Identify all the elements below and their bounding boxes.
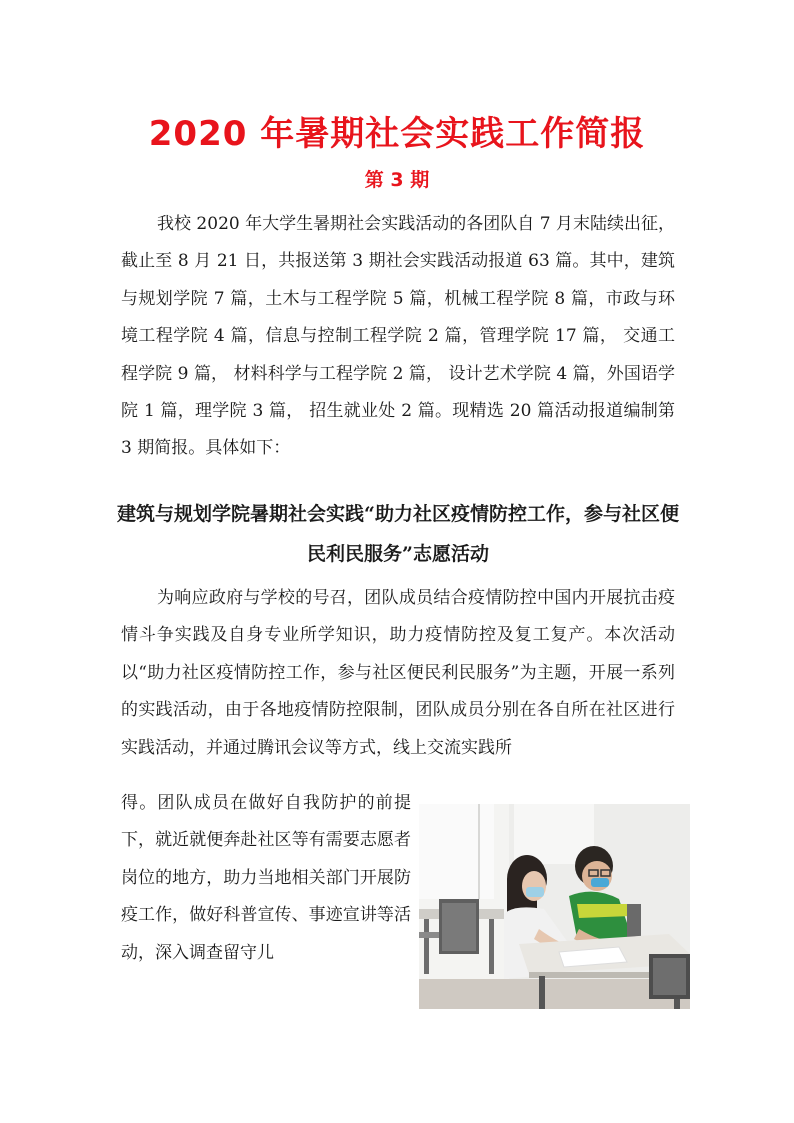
section-paragraph: 为响应政府与学校的号召，团队成员结合疫情防控中国内开展抗击疫情斗争实践及自身专业所学知识，助力疫情防控及复工复产。本次活动以“助力社区疫情防控工作，参与社区便民利民服务”为主题，开展一系列的实践活动，由于各地疫情防控限制，团队成员分别在各自所在社区进行实践活动，并通过腾讯会议等方式，线上交流实践所 xyxy=(121,588,675,758)
page-title: 2020 年暑期社会实践工作简报 xyxy=(148,114,646,154)
section-title: 建筑与规划学院暑期社会实践“助力社区疫情防控工作，参与社区便民利民服务”志愿活动 xyxy=(117,503,679,565)
section-paragraph-continued: 得。团队成员在做好自我防护的前提下，就近就便奔赴社区等有需要志愿者岗位的地方，助力当地相关部门开展防疫工作，做好科普宣传、事迹宣讲等活动，深入调查留守儿 xyxy=(121,793,411,963)
issue-number: 第 3 期 xyxy=(364,169,430,191)
intro-paragraph: 我校 2020 年大学生暑期社会实践活动的各团队自 7 月末陆续出征，截止至 8 月 21 日，共报送第 3 期社会实践活动报道 63 篇。其中，建筑与规划学院 7 篇，土木与工程学院 5 篇，机械工程学院 8 篇，市政与环境工程学院 4 篇，信息与控制工程学院 2 篇，管理学院 17 篇， 交通工程学院 9 篇， 材料科学与工程学院 2 篇， 设计艺术学院 4 篇，外国语学院 1 篇，理学院 3 篇， 招生就业处 2 篇。现精选 20 篇活动报道编制第 3 期简报。具体如下： xyxy=(121,214,675,459)
photo-illustration xyxy=(419,804,690,1009)
volunteer-tutoring-photo xyxy=(419,804,690,1009)
